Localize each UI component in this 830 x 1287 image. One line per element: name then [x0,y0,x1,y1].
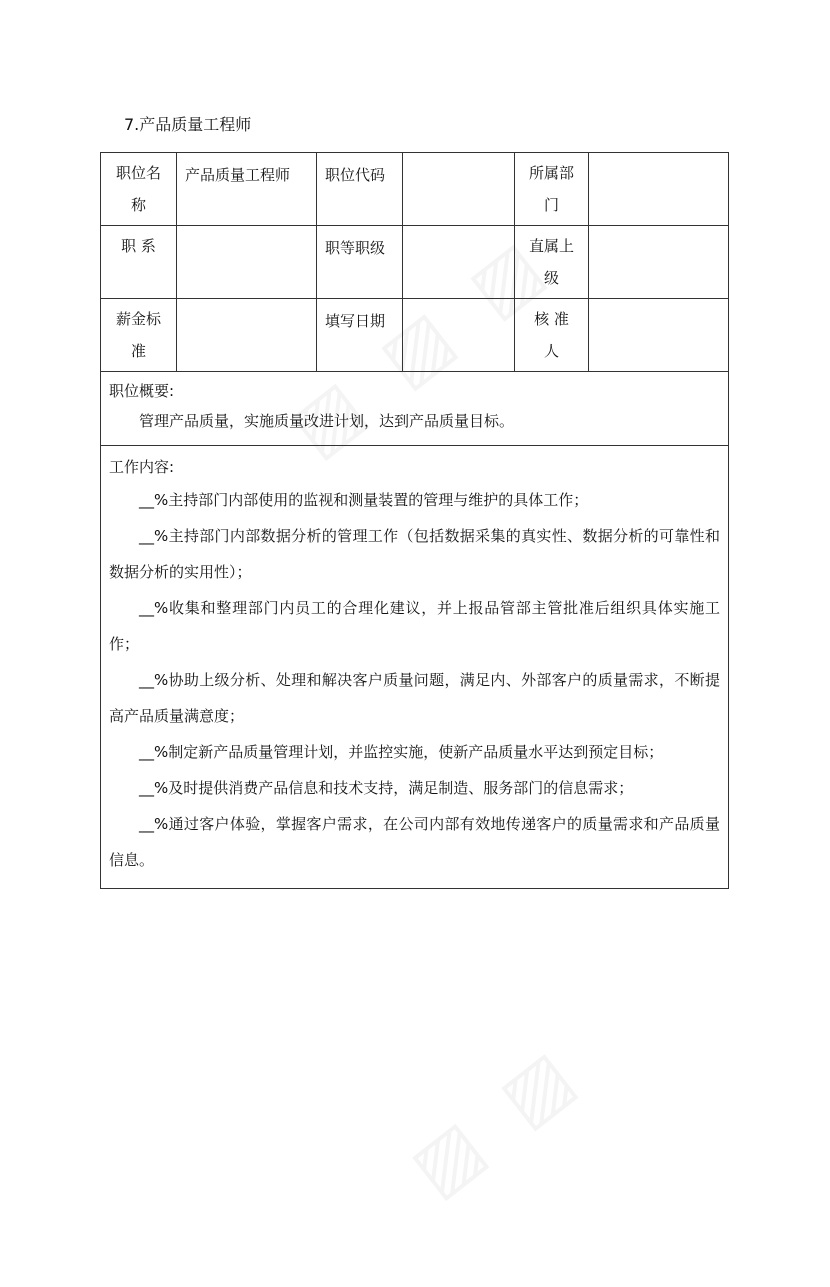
duty-item: __%及时提供消费产品信息和技术支持，满足制造、服务部门的信息需求； [139,779,634,797]
summary-row [101,372,729,446]
job-family-value [177,226,317,299]
watermark-bottom [394,973,725,1287]
duty-item: __%收集和整理部门内员工的合理化建议，并上报品管部主管批准后组织具体实施工作； [109,599,720,653]
content-heading: 工作内容: [109,458,175,476]
summary-cell [101,372,729,446]
supervisor-label: 直属上级 [515,226,589,299]
table-row [101,299,729,372]
salary-value [177,299,317,372]
duty-item: __%主持部门内部数据分析的管理工作（包括数据采集的真实性、数据分析的可靠性和数据分析的实用性）； [109,527,720,581]
grade-value [403,226,515,299]
table-row [101,226,729,299]
job-description-table [100,152,729,889]
position-code-label: 职位代码 [317,153,403,226]
grade-label: 职等职级 [317,226,403,299]
supervisor-value [589,226,729,299]
salary-label: 薪金标准 [101,299,177,372]
summary-text: 管理产品质量，实施质量改进计划，达到产品质量目标。 [139,412,515,430]
duty-item: __%通过客户体验，掌握客户需求，在公司内部有效地传递客户的质量需求和产品质量信息。 [109,815,720,869]
section-title: 7.产品质量工程师 [124,115,252,134]
job-family-label: 职 系 [101,226,177,299]
duty-item: __%主持部门内部使用的监视和测量装置的管理与维护的具体工作； [139,491,589,509]
department-label: 所属部门 [515,153,589,226]
position-code-value [403,153,515,226]
fill-date-label: 填写日期 [317,299,403,372]
duty-item: __%制定新产品质量管理计划，并监控实施，使新产品质量水平达到预定目标； [139,743,664,761]
content-row [101,446,729,889]
position-name-value: 产品质量工程师 [177,153,317,226]
content-cell [101,446,729,889]
fill-date-value [403,299,515,372]
department-value [589,153,729,226]
approver-label: 核 准 人 [515,299,589,372]
summary-heading: 职位概要: [109,382,175,400]
approver-value [589,299,729,372]
table-row [101,153,729,226]
duty-item: __%协助上级分析、处理和解决客户质量问题，满足内、外部客户的质量需求，不断提高产品质量满意度； [109,671,720,725]
position-name-label: 职位名称 [101,153,177,226]
